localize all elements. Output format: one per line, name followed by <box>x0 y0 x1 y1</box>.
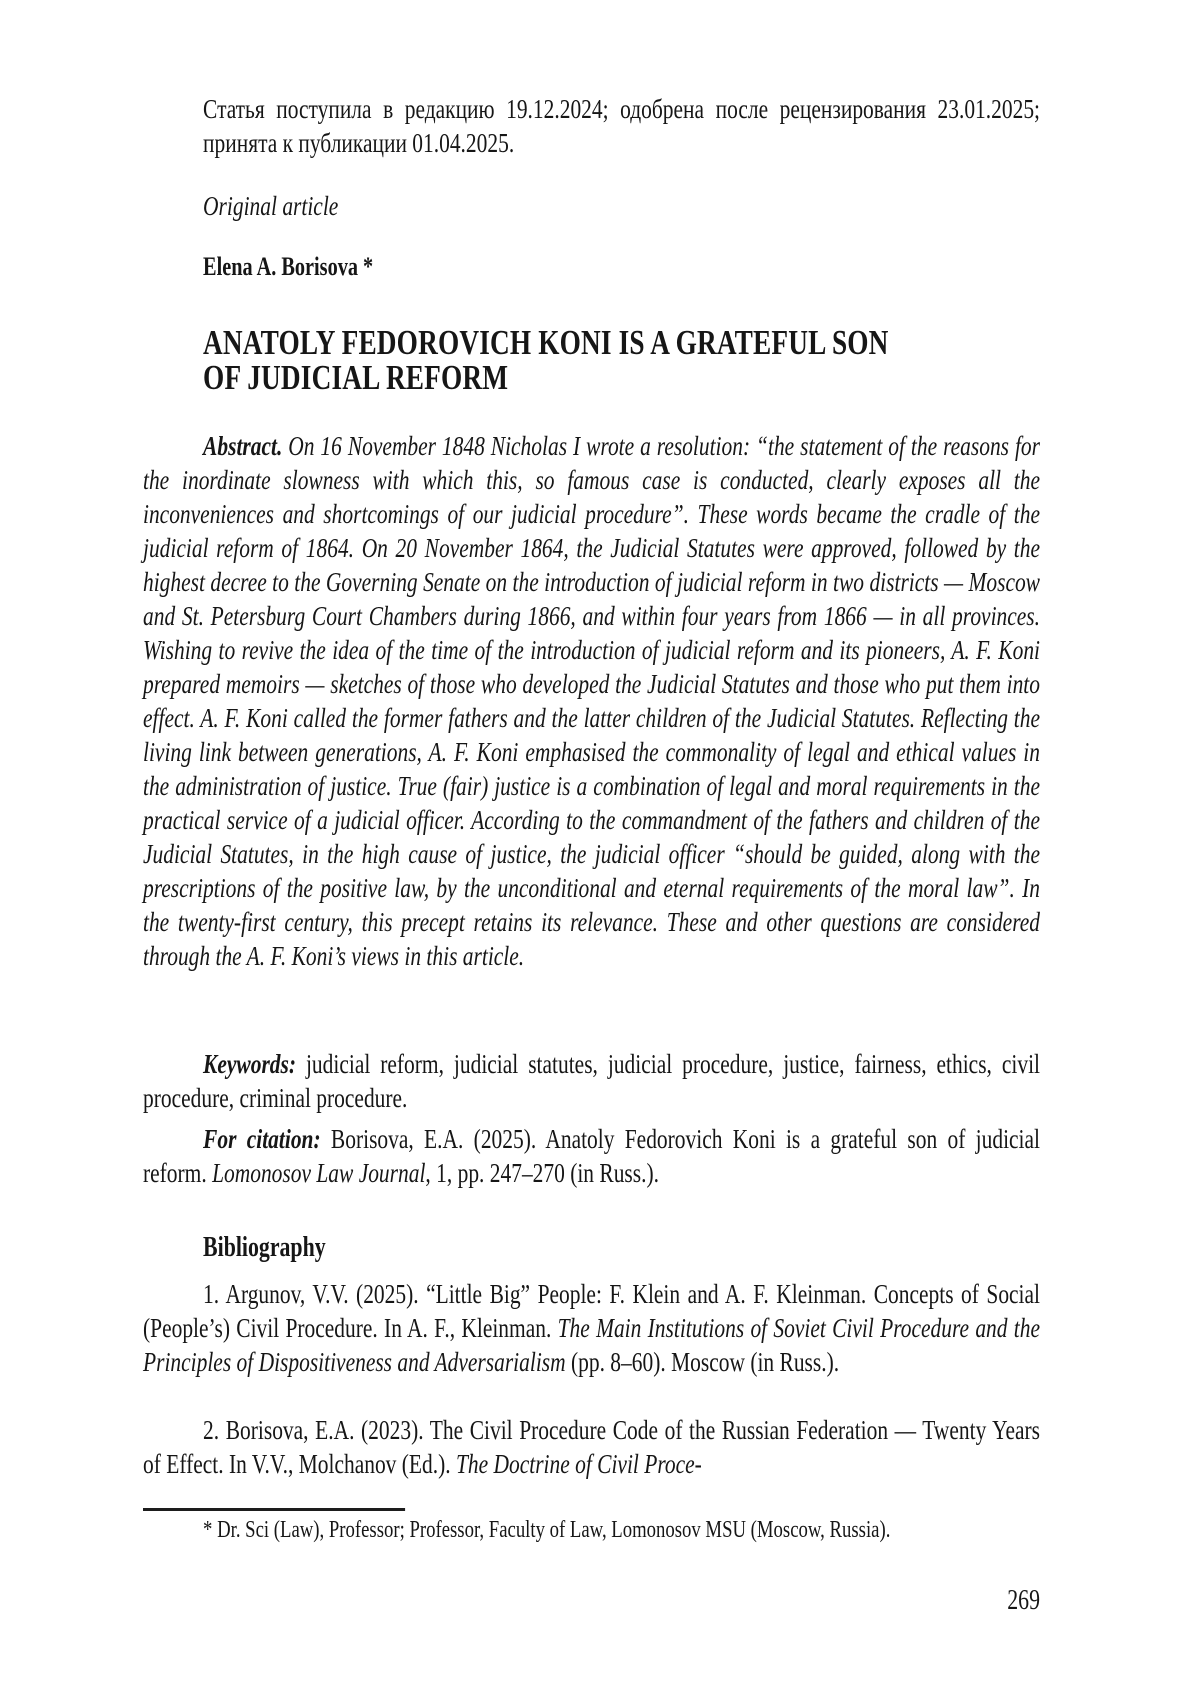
text-run: Borisova, E.A. (2025). Anatoly Fedorovich Koni is a grateful son of judicial reform. <box>143 1123 1041 1188</box>
author-name: Elena A. Borisova * <box>203 252 374 281</box>
text-run: 2. Borisova, E.A. (2023). The Civil Procedure Code of the Russian Federation — Twenty Years of Effect. In V.V., Molchanov (Ed.). <box>143 1414 1040 1479</box>
text-run: The Doctrine of Civil Proce- <box>455 1448 702 1479</box>
text-run: For citation: <box>203 1123 321 1154</box>
footnote-text: * Dr. Sci (Law), Professor; Professor, Faculty of Law, Lomonosov MSU (Moscow, Russia). <box>203 1517 891 1543</box>
text-run: The Main Institutions of Soviet Civil Procedure and the Principles of Dispositiveness and Adversarialism <box>143 1312 1041 1377</box>
text-run: On 16 November 1848 Nicholas I wrote a resolution: “the statement of the reasons for the inordinate slowness with which this, so famous case is conducted, clearly exposes all the inconveniences and shortcomings of our judicial procedure”. These words became the cradle of the judicial reform of 1864. On 20 November 1864, the Judicial Statutes were approved, followed by the highest decree to the Governing Senate on the introduction of judicial reform in two districts — Moscow and St. Petersburg Court Chambers during 1866, and within four years from 1866 — in all provinces. Wishing to revive the idea of the time of the introduction of judicial reform and its pioneers, A. F. Koni prepared memoirs — sketches of those who developed the Judicial Statutes and those who put them into effect. A. F. Koni called the former fathers and the latter children of the Judicial Statutes. Reflecting the living link between generations, A. F. Koni emphasised the commonality of legal and ethical values in the administration of justice. True (fair) justice is a combination of legal and moral requirements in the practical service of a judicial officer. According to the commandment of the fathers and children of the Judicial Statutes, in the high cause of justice, the judicial officer “should be guided, along with the prescriptions of the positive law, by the unconditional and eternal requirements of the moral law”. In the twenty-first century, this precept retains its relevance. These and other questions are considered through the A. F. Koni’s views in this article. <box>143 430 1040 971</box>
text-run: judicial reform, judicial statutes, judicial procedure, justice, fairness, ethics, civil procedure, criminal procedure. <box>143 1048 1040 1113</box>
for-citation-paragraph <box>143 1122 1040 1190</box>
page-content <box>143 0 1040 1703</box>
bibliography-item-2 <box>143 1413 1040 1481</box>
bibliography-item-1 <box>143 1277 1040 1379</box>
text-run: 1. Argunov, V.V. (2025). “Little Big” People: F. Klein and A. F. Kleinman. Concepts of Social (People’s) Civil Procedure. In A. F., Kleinman. <box>143 1278 1040 1343</box>
article-title: ANATOLY FEDOROVICH KONI IS A GRATEFUL SON OF JUDICIAL REFORM <box>203 323 889 397</box>
page-number: 269 <box>1007 1585 1040 1616</box>
bibliography-heading: Bibliography <box>203 1232 326 1263</box>
keywords-paragraph <box>143 1047 1040 1115</box>
text-run: Keywords: <box>203 1048 297 1079</box>
text-run: Abstract. <box>203 430 283 461</box>
abstract-paragraph <box>143 429 1040 973</box>
submission-dates-line: Статья поступила в редакцию 19.12.2024; одобрена после рецензирования 23.01.2025; принята к публикации 01.04.2025. <box>203 93 1040 158</box>
footnote-rule <box>143 1508 405 1511</box>
text-run: , 1, pp. 247–270 (in Russ.). <box>425 1157 659 1188</box>
text-run: (pp. 8–60). Moscow (in Russ.). <box>565 1346 840 1377</box>
text-run: Lomonosov Law Journal <box>212 1157 426 1188</box>
article-type-label: Original article <box>203 190 339 221</box>
